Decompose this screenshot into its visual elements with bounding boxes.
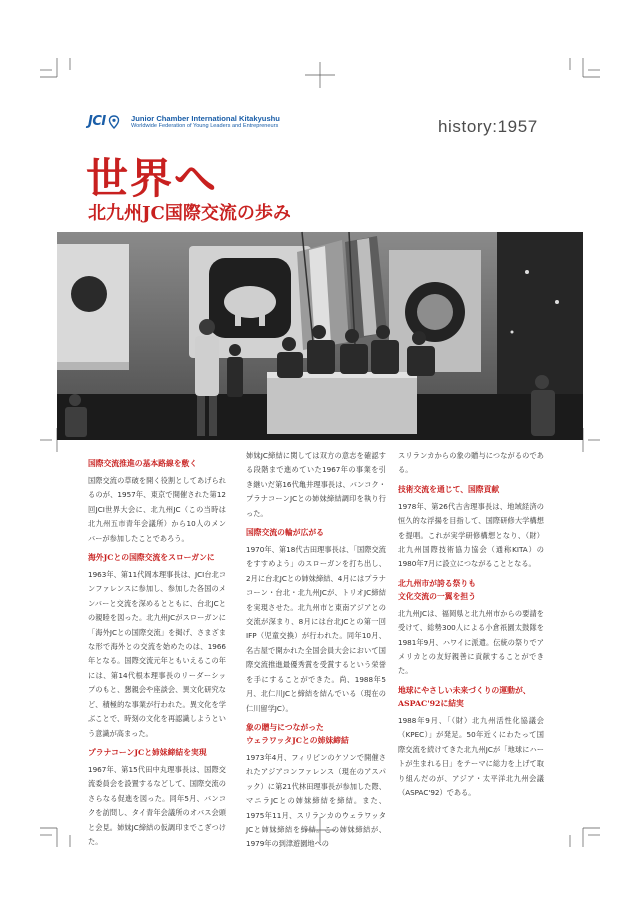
section-body: 1978年、第26代古舎理事長は、地域経済の恒久的な浮揚を目指して、国際研修大学構想を提唱。これが実学研修構想となり、（財）北九州国際技術協力協会（通称KITA）の1980年7月に設立につながることとなる。 bbox=[398, 501, 544, 569]
section-heading bbox=[88, 551, 226, 564]
podium-shape bbox=[267, 372, 417, 434]
heading-line: 国際交流の輪が広がる bbox=[246, 528, 324, 538]
heading-line: 象の贈与につながった bbox=[246, 722, 324, 732]
org-block bbox=[131, 115, 280, 129]
heading-line: 北九州市が誇る祭りも bbox=[398, 578, 476, 588]
history-label: history:1957 bbox=[438, 117, 538, 136]
section-body: 1963年、第11代岡本理事長は、JCI台北コンファレンスに参加し、参加した各国のメンバーと交流を深めるとともに、台北JCとの親睦を図った。北九州JCがスローガンに「海外JCとの国際交流」を掲げ、さまざまな形で海外との交流を始めたのは、1966年となる。国際交流元年ともいえるこの年には、第14代根本理事長のリーダーシップのもと、懇親会や座談会、異文化研究など、積極的な事業が行われた。異文化を学ぶことで、時刻の文化を再認識しようという意識が高まった。 bbox=[88, 570, 226, 738]
text-column-1 bbox=[88, 449, 226, 846]
section-body: 1988年9月、「（財）北九州活性化協議会（KPEC）」が発足。50年近くにわたって国際交流を続けてきた北九州JCが「地球にハートが生まれる日」をテーマに総力を上げて取り組んだのが、アジア・太平洋北九州会議（ASPAC'92）である。 bbox=[398, 715, 544, 797]
heading-line: ウェラワッタJCとの姉妹締結 bbox=[246, 735, 349, 745]
heading-line: 地球にやさしい未来づくりの運動が、 bbox=[398, 685, 531, 695]
section-heading bbox=[88, 746, 226, 759]
section-body: 北九州JCは、福岡県と北九州市からの要請を受けて、総勢300人による小倉祇園太鼓隊を1981年9月、ハワイに派遣。伝統の祭りでアメリカとの友好親善に貢献することができた。 bbox=[398, 608, 544, 676]
org-name: Junior Chamber International Kitakyushu bbox=[131, 114, 280, 123]
section-heading bbox=[246, 526, 386, 539]
text-column-2 bbox=[246, 449, 386, 849]
section-body: 1973年4月、フィリピンのケソンで開催されたアジアコンファレンス（現在のアスパック）に第21代林田理事長が参加した際、マニラJCとの姉妹締結を締結。また、1975年11月、スリランカのウェラワッタJCと姉妹締結を締結。この姉妹締結が、1979年の到津遊園地への bbox=[246, 752, 386, 849]
section-body: 1970年、第18代古田理事長は、「国際交流をすすめよう」のスローガンを打ち出し、2月に台北JCとの姉妹締結、4月にはプラナコーン・台北・北九州JCが、トリオJC締結を実現させた。北九州市と東南アジアとの交流が深まり、8月には台北JCとの第一回IFP（児童交換）が行われた。同年10月、名古屋で開かれた全国会員大会において国際交流推進最優秀賞を受賞するという栄誉を手にすることができた。尚、1988年5月、北仁川JCと締結を結んでいる（現在の仁川留学JC）。 bbox=[246, 545, 386, 713]
section-heading bbox=[246, 721, 386, 747]
section-body: 姉妹JC締結に関しては双方の意志を確認する段階まで進めていた1967年の事業を引き継いだ第16代亀井理事長は、バンコク・プラナコーンJCとの姉妹締結調印を執り行った。 bbox=[246, 451, 386, 518]
left-flag-shape bbox=[57, 244, 129, 370]
jci-logo bbox=[88, 114, 120, 129]
heading-line: 国際交流推進の基本路線を敷く bbox=[88, 459, 198, 468]
section-body: スリランカからの象の贈与につながるのである。 bbox=[398, 451, 544, 475]
org-tagline: Worldwide Federation of Young Leaders and Entrepreneurs bbox=[131, 123, 279, 130]
heading-line: プラナコーンJCと姉妹締結を実現 bbox=[88, 747, 207, 757]
section-body: 国際交流の草破を開く役割としてあげられるのが、1957年、東京で開催された第12回JCI世界大会に、北九州JC（この当時は北九州五市青年会議所）から10人のメンバーが参加したことであろう。 bbox=[88, 476, 226, 543]
section-heading bbox=[398, 684, 544, 710]
logo-text: JCI bbox=[88, 114, 106, 129]
section-heading bbox=[398, 483, 544, 496]
heading-line: 海外JCとの国際交流をスローガンに bbox=[88, 553, 215, 563]
heading-line: 文化交流の一翼を担う bbox=[398, 591, 476, 601]
heading-line: 技術交流を通じて、国際貢献 bbox=[398, 484, 500, 494]
section-heading bbox=[398, 577, 544, 603]
event-photo bbox=[57, 232, 583, 440]
page-title: 世界へ bbox=[86, 154, 219, 203]
section-body: 1967年、第15代田中丸理事長は、国際交流委員会を設置するなどして、国際交流のさらなる促進を図った。同年5月、バンコクを訪問し、タイ青年会議所のオバス会頭と会見。姉妹JC締結の仮調印までこぎつけた。 bbox=[88, 764, 226, 846]
page-subtitle: 北九州JC国際交流の歩み bbox=[88, 203, 291, 224]
heading-line: ASPAC'92に結実 bbox=[398, 698, 464, 708]
location-pin-icon bbox=[108, 115, 120, 129]
section-heading bbox=[88, 457, 226, 470]
text-column-3 bbox=[398, 449, 544, 800]
